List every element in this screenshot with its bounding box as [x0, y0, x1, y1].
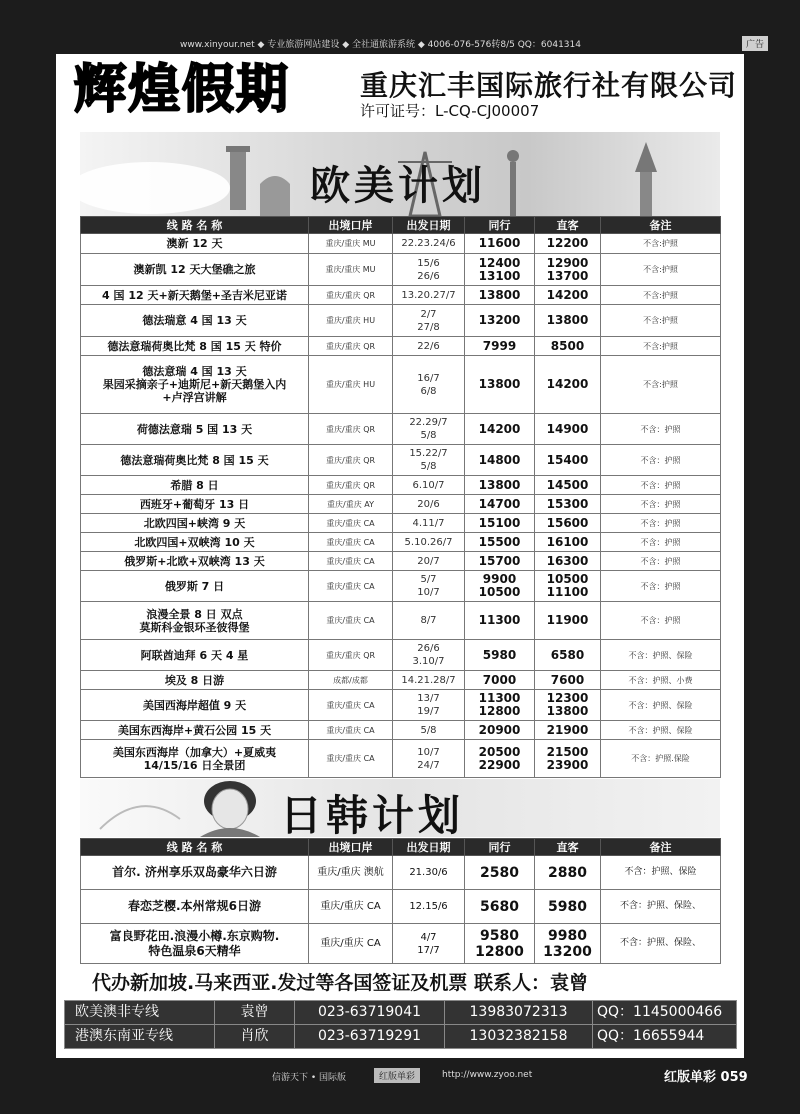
cell-port: 重庆/重庆 CA — [309, 514, 393, 533]
cell-note: 不含：护照 — [601, 414, 721, 445]
cell-date: 13.20.27/7 — [393, 286, 465, 305]
cell-note: 不含:护照 — [601, 356, 721, 414]
table-row — [81, 721, 721, 740]
cell-direct: 6580 — [535, 640, 601, 671]
cell-route: 春恋芝樱.本州常规6日游 — [81, 890, 309, 924]
cell-direct: 12900 13700 — [535, 254, 601, 286]
cell-peer: 13200 — [465, 305, 535, 337]
table-row — [81, 690, 721, 721]
cell-note: 不含：护照 — [601, 571, 721, 602]
cell-note: 不含：护照.保险 — [601, 740, 721, 778]
cell-route: 美国西海岸超值 9 天 — [81, 690, 309, 721]
company-name: 重庆汇丰国际旅行社有限公司 — [360, 69, 738, 102]
cell-peer: 14200 — [465, 414, 535, 445]
cell-date: 5/7 10/7 — [393, 571, 465, 602]
cell-peer: 11300 12800 — [465, 690, 535, 721]
contact-row — [65, 1001, 737, 1025]
footer-slogan: 信游天下 • 国际版 — [272, 1073, 347, 1083]
europe-america-table — [80, 216, 721, 778]
cell-peer: 7000 — [465, 671, 535, 690]
cell-note: 不含:护照 — [601, 337, 721, 356]
col-note: 备注 — [601, 217, 721, 234]
cell-peer: 15100 — [465, 514, 535, 533]
cell-port: 重庆/重庆 MU — [309, 234, 393, 254]
license-number: 许可证号：L-CQ-CJ00007 — [360, 102, 540, 120]
visa-service-line: 代办新加坡.马来西亚.发过等各国签证及机票 联系人：袁曾 — [92, 972, 589, 994]
cell-note: 不含：护照 — [601, 552, 721, 571]
cell-route: 德法意瑞 4 国 13 天 果园采摘亲子+迪斯尼+新天鹅堡入内 +卢浮宫讲解 — [81, 356, 309, 414]
cell-direct: 16100 — [535, 533, 601, 552]
contact-tel: 023-63719041 — [295, 1001, 445, 1025]
flyer-page — [56, 54, 744, 1058]
cell-route: 美国东西海岸（加拿大）+夏威夷 14/15/16 日全景团 — [81, 740, 309, 778]
contact-table — [64, 1000, 737, 1049]
cell-route: 北欧四国+峡湾 9 天 — [81, 514, 309, 533]
cell-peer: 14800 — [465, 445, 535, 476]
contact-line: 港澳东南亚专线 — [65, 1025, 215, 1049]
page-number: 红版单彩 059 — [664, 1070, 748, 1085]
cell-route: 德法瑞意 4 国 13 天 — [81, 305, 309, 337]
col-port: 出境口岸 — [309, 839, 393, 856]
cell-peer: 13800 — [465, 286, 535, 305]
cell-direct: 16300 — [535, 552, 601, 571]
contact-row — [65, 1025, 737, 1049]
ad-tag: 广告 — [742, 36, 768, 51]
col-route: 线 路 名 称 — [81, 839, 309, 856]
brand-logo-text: 辉煌假期 — [74, 59, 291, 120]
cell-route: 西班牙+葡萄牙 13 日 — [81, 495, 309, 514]
cell-route: 美国东西海岸+黄石公园 15 天 — [81, 721, 309, 740]
top-strip-text: www.xinyour.net ◆ 专业旅游网站建设 ◆ 全社通旅游系统 ◆ 4006-076-576转8/5 QQ：6041314 — [180, 40, 581, 50]
table-row — [81, 414, 721, 445]
cell-peer: 9900 10500 — [465, 571, 535, 602]
cell-port: 重庆/重庆 CA — [309, 924, 393, 964]
cell-note: 不含：护照、保险 — [601, 856, 721, 890]
cell-direct: 21900 — [535, 721, 601, 740]
cell-route: 俄罗斯+北欧+双峡湾 13 天 — [81, 552, 309, 571]
cell-direct: 11900 — [535, 602, 601, 640]
cell-direct: 15300 — [535, 495, 601, 514]
cell-date: 22.29/7 5/8 — [393, 414, 465, 445]
cell-direct: 10500 11100 — [535, 571, 601, 602]
cell-date: 4/7 17/7 — [393, 924, 465, 964]
cell-note: 不含：护照 — [601, 476, 721, 495]
cell-date: 22/6 — [393, 337, 465, 356]
cell-port: 重庆/重庆 QR — [309, 286, 393, 305]
table-row — [81, 571, 721, 602]
cell-peer: 20900 — [465, 721, 535, 740]
cell-port: 重庆/重庆 HU — [309, 356, 393, 414]
cell-note: 不含:护照 — [601, 305, 721, 337]
cell-peer: 11300 — [465, 602, 535, 640]
cell-peer: 15500 — [465, 533, 535, 552]
cell-route: 荷德法意瑞 5 国 13 天 — [81, 414, 309, 445]
cell-direct: 5980 — [535, 890, 601, 924]
table-row — [81, 890, 721, 924]
col-direct: 直客 — [535, 839, 601, 856]
cell-date: 16/7 6/8 — [393, 356, 465, 414]
cell-note: 不含:护照 — [601, 234, 721, 254]
table-row — [81, 476, 721, 495]
cell-port: 重庆/重庆 QR — [309, 640, 393, 671]
cell-port: 重庆/重庆 QR — [309, 445, 393, 476]
cell-port: 重庆/重庆 CA — [309, 571, 393, 602]
cell-route: 澳新 12 天 — [81, 234, 309, 254]
cell-route: 希腊 8 日 — [81, 476, 309, 495]
cell-direct: 12300 13800 — [535, 690, 601, 721]
cell-peer: 15700 — [465, 552, 535, 571]
col-route: 线 路 名 称 — [81, 217, 309, 234]
table-row — [81, 356, 721, 414]
cell-peer: 13800 — [465, 476, 535, 495]
cell-date: 10/7 24/7 — [393, 740, 465, 778]
cell-peer: 5680 — [465, 890, 535, 924]
contact-qq: QQ：16655944 — [593, 1025, 737, 1049]
cell-port: 重庆/重庆 CA — [309, 533, 393, 552]
contact-qq: QQ：1145000466 — [593, 1001, 737, 1025]
table-row — [81, 337, 721, 356]
cell-port: 重庆/重庆 CA — [309, 602, 393, 640]
cell-note: 不含：护照 — [601, 533, 721, 552]
cell-peer: 20500 22900 — [465, 740, 535, 778]
japan-korea-table — [80, 838, 721, 964]
contact-mobile: 13032382158 — [445, 1025, 593, 1049]
table-row — [81, 924, 721, 964]
cell-direct: 14500 — [535, 476, 601, 495]
cell-peer: 5980 — [465, 640, 535, 671]
cell-direct: 15600 — [535, 514, 601, 533]
cell-direct: 12200 — [535, 234, 601, 254]
cell-peer: 2580 — [465, 856, 535, 890]
table-row — [81, 495, 721, 514]
cell-date: 20/7 — [393, 552, 465, 571]
cell-port: 重庆/重庆 CA — [309, 721, 393, 740]
footer-url[interactable]: http://www.zyoo.net — [442, 1070, 533, 1080]
table-row — [81, 602, 721, 640]
col-direct: 直客 — [535, 217, 601, 234]
cell-port: 重庆/重庆 澳航 — [309, 856, 393, 890]
col-peer: 同行 — [465, 217, 535, 234]
cell-note: 不含：护照 — [601, 602, 721, 640]
cell-route: 德法意瑞荷奥比梵 8 国 15 天 特价 — [81, 337, 309, 356]
cell-note: 不含:护照 — [601, 286, 721, 305]
col-date: 出发日期 — [393, 217, 465, 234]
cell-note: 不含：护照、小费 — [601, 671, 721, 690]
header — [56, 54, 744, 130]
contact-tel: 023-63719291 — [295, 1025, 445, 1049]
cell-route: 澳新凯 12 天大堡礁之旅 — [81, 254, 309, 286]
cell-port: 重庆/重庆 AY — [309, 495, 393, 514]
table-row — [81, 552, 721, 571]
cell-peer: 11600 — [465, 234, 535, 254]
col-date: 出发日期 — [393, 839, 465, 856]
cell-direct: 14900 — [535, 414, 601, 445]
cell-note: 不含：护照 — [601, 514, 721, 533]
cell-peer: 14700 — [465, 495, 535, 514]
cell-date: 4.11/7 — [393, 514, 465, 533]
cell-direct: 21500 23900 — [535, 740, 601, 778]
cell-port: 重庆/重庆 CA — [309, 740, 393, 778]
cell-port: 重庆/重庆 CA — [309, 552, 393, 571]
col-note: 备注 — [601, 839, 721, 856]
table-row — [81, 514, 721, 533]
cell-route: 俄罗斯 7 日 — [81, 571, 309, 602]
cell-direct: 15400 — [535, 445, 601, 476]
cell-direct: 2880 — [535, 856, 601, 890]
section-title-japan-korea: 日韩计划 — [280, 791, 465, 837]
europe-america-banner — [80, 132, 720, 216]
table-row — [81, 740, 721, 778]
cell-port: 重庆/重庆 QR — [309, 414, 393, 445]
table-row — [81, 856, 721, 890]
cell-route: 埃及 8 日游 — [81, 671, 309, 690]
cell-peer: 13800 — [465, 356, 535, 414]
table-row — [81, 254, 721, 286]
cell-date: 13/7 19/7 — [393, 690, 465, 721]
cell-note: 不含：护照 — [601, 495, 721, 514]
cell-port: 重庆/重庆 QR — [309, 337, 393, 356]
footer — [0, 1062, 800, 1088]
cell-route: 阿联酋迪拜 6 天 4 星 — [81, 640, 309, 671]
cell-date: 15.22/7 5/8 — [393, 445, 465, 476]
cell-date: 6.10/7 — [393, 476, 465, 495]
cell-date: 2/7 27/8 — [393, 305, 465, 337]
cell-peer: 7999 — [465, 337, 535, 356]
cell-date: 26/6 3.10/7 — [393, 640, 465, 671]
cell-note: 不含:护照 — [601, 254, 721, 286]
cell-note: 不含：护照、保险 — [601, 640, 721, 671]
cell-direct: 14200 — [535, 356, 601, 414]
cell-date: 12.15/6 — [393, 890, 465, 924]
table-row — [81, 286, 721, 305]
table-row — [81, 305, 721, 337]
cell-date: 5.10.26/7 — [393, 533, 465, 552]
table-row — [81, 671, 721, 690]
cell-port: 重庆/重庆 MU — [309, 254, 393, 286]
top-strip — [0, 34, 800, 52]
cell-route: 4 国 12 天+新天鹅堡+圣吉米尼亚诺 — [81, 286, 309, 305]
cell-direct: 7600 — [535, 671, 601, 690]
cell-direct: 8500 — [535, 337, 601, 356]
cell-date: 5/8 — [393, 721, 465, 740]
cell-port: 成都/成都 — [309, 671, 393, 690]
cell-note: 不含：护照、保险、 — [601, 890, 721, 924]
cell-peer: 9580 12800 — [465, 924, 535, 964]
table-row — [81, 445, 721, 476]
cell-route: 富良野花田.浪漫小樽.东京购物. 特色温泉6天精华 — [81, 924, 309, 964]
cell-note: 不含：护照 — [601, 445, 721, 476]
table-row — [81, 533, 721, 552]
cell-port: 重庆/重庆 QR — [309, 476, 393, 495]
cell-date: 15/6 26/6 — [393, 254, 465, 286]
cell-direct: 14200 — [535, 286, 601, 305]
col-port: 出境口岸 — [309, 217, 393, 234]
japan-korea-banner — [80, 779, 720, 837]
cell-direct: 13800 — [535, 305, 601, 337]
cell-route: 首尔. 济州享乐双岛豪华六日游 — [81, 856, 309, 890]
cell-route: 浪漫全景 8 日 双点 莫斯科金银环圣彼得堡 — [81, 602, 309, 640]
cell-route: 北欧四国+双峡湾 10 天 — [81, 533, 309, 552]
contact-name: 袁曾 — [215, 1001, 295, 1025]
cell-date: 14.21.28/7 — [393, 671, 465, 690]
cell-date: 22.23.24/6 — [393, 234, 465, 254]
table-header-row — [81, 217, 721, 234]
contact-name: 肖欣 — [215, 1025, 295, 1049]
cell-note: 不含：护照、保险 — [601, 721, 721, 740]
footer-tag: 红版单彩 — [374, 1068, 420, 1083]
section-title-europe: 欧美计划 — [310, 163, 486, 209]
cell-port: 重庆/重庆 CA — [309, 890, 393, 924]
cell-port: 重庆/重庆 HU — [309, 305, 393, 337]
cell-date: 21.30/6 — [393, 856, 465, 890]
cell-peer: 12400 13100 — [465, 254, 535, 286]
cell-port: 重庆/重庆 CA — [309, 690, 393, 721]
cell-direct: 9980 13200 — [535, 924, 601, 964]
contact-line: 欧美澳非专线 — [65, 1001, 215, 1025]
cell-note: 不含：护照、保险 — [601, 690, 721, 721]
cell-date: 8/7 — [393, 602, 465, 640]
contact-mobile: 13983072313 — [445, 1001, 593, 1025]
cell-route: 德法意瑞荷奥比梵 8 国 15 天 — [81, 445, 309, 476]
col-peer: 同行 — [465, 839, 535, 856]
table-row — [81, 234, 721, 254]
table-header-row — [81, 839, 721, 856]
cell-date: 20/6 — [393, 495, 465, 514]
table-row — [81, 640, 721, 671]
cell-note: 不含：护照、保险、 — [601, 924, 721, 964]
